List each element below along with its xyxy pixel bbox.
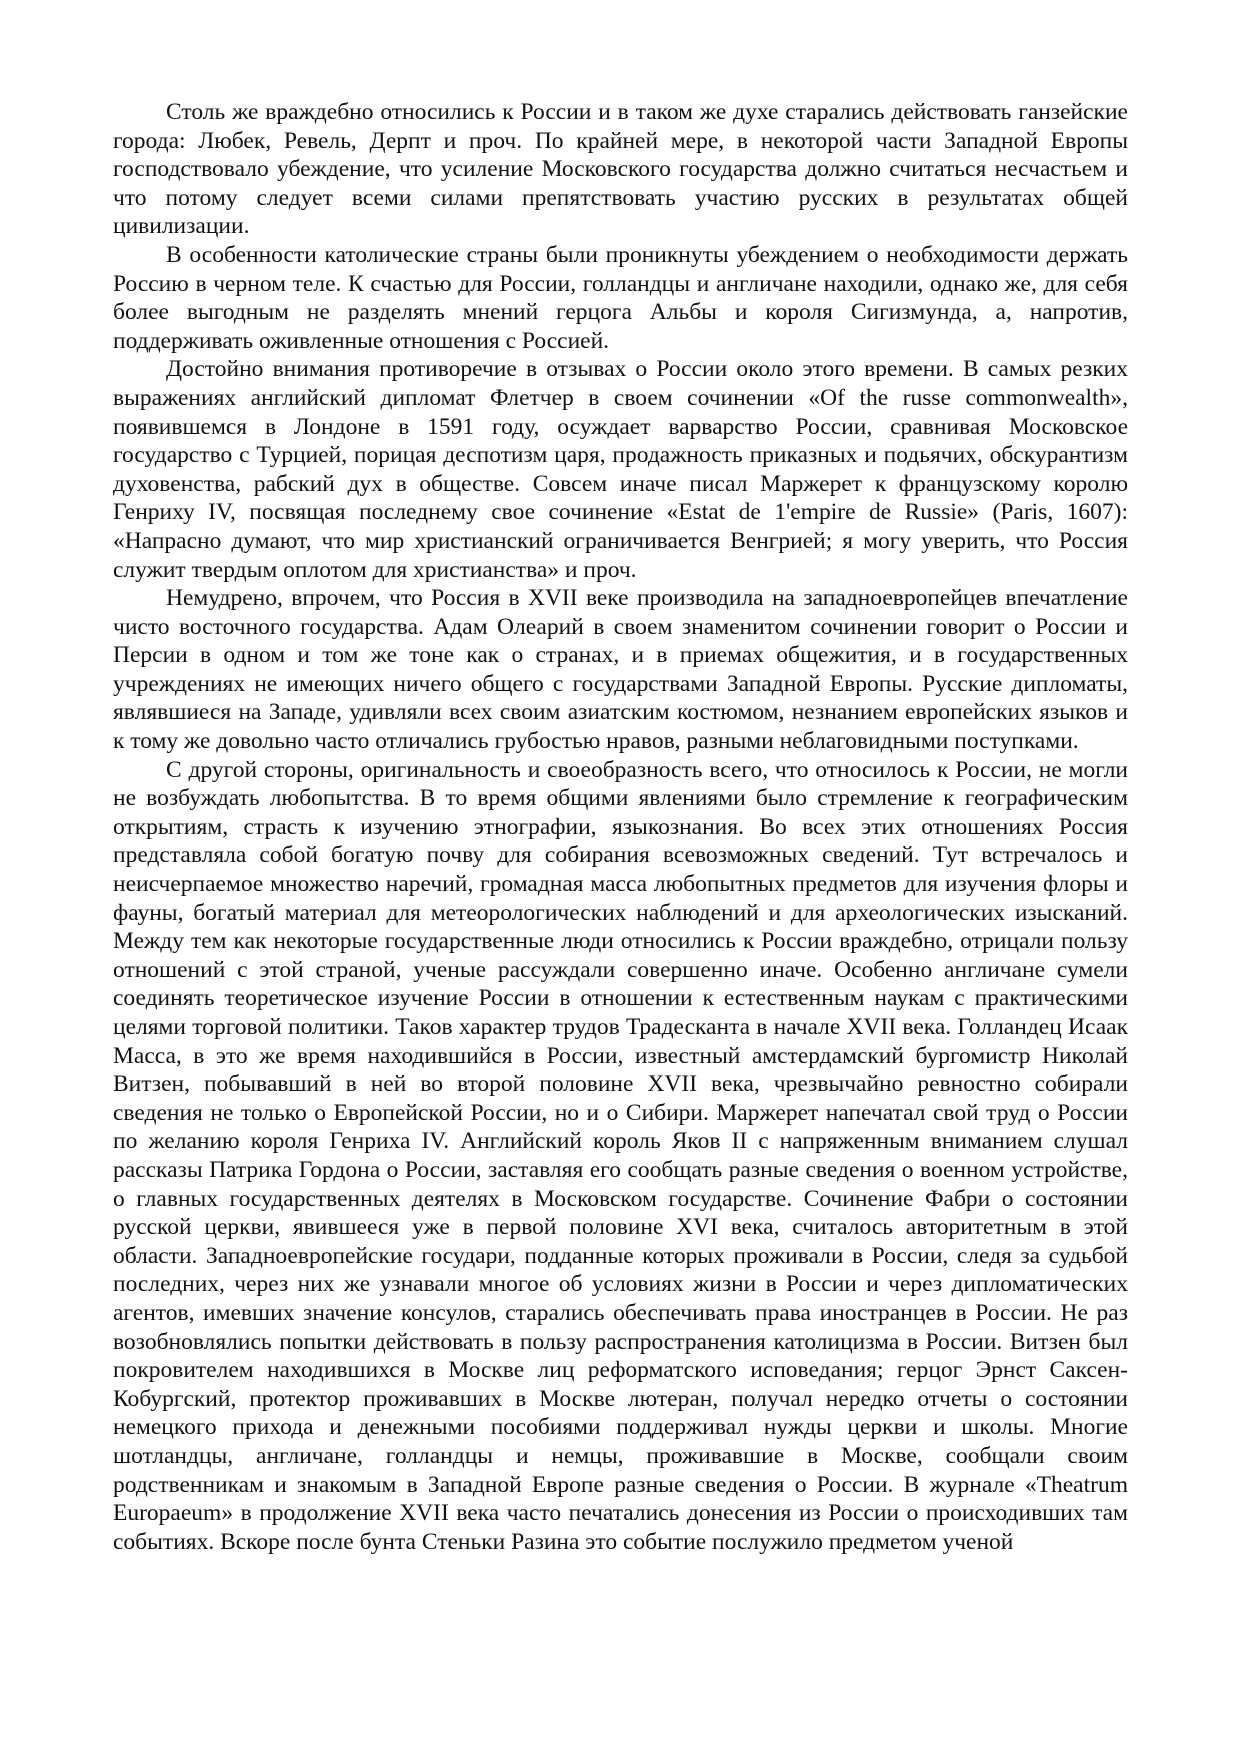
paragraph-catholic-countries: В особенности католические страны были проникнуты убеждением о необходимости держать Россию в черном теле. К счастью для России, голландцы и англичане находили, однако же, для себя более выгодным не разделять мнений герцога Альбы и короля Сигизмунда, а, напротив, поддерживать оживленные отношения с Россией. <box>113 241 1128 354</box>
paragraph-scientific-interest: С другой стороны, оригинальность и своеобразность всего, что относилось к России, не могли не возбуждать любопытства. В то время общими явлениями было стремление к географическим открытиям, страсть к изучению этнографии, языкознания. Во всех этих отношениях Россия представляла собой богатую почву для собирания всевозможных сведений. Тут встречалось и неисчерпаемое множество наречий, громадная масса любопытных предметов для изучения флоры и фауны, богатый материал для метеорологических наблюдений и для археологических изысканий. Между тем как некоторые государственные люди относились к России враждебно, отрицали пользу отношений с этой страной, ученые рассуждали совершенно иначе. Особенно англичане сумели соединять теоретическое изучение России в отношении к естественным наукам с практическими целями торговой политики. Таков характер трудов Традесканта в начале XVII века. Голландец Исаак Масса, в это же время находившийся в России, известный амстердамский бургомистр Николай Витзен, побывавший в ней во второй половине XVII века, чрезвычайно ревностно собирали сведения не только о Европейской России, но и о Сибири. Маржерет напечатал свой труд о России по желанию короля Генриха IV. Английский король Яков II с напряженным вниманием слушал рассказы Патрика Гордона о России, заставляя его сообщать разные сведения о военном устройстве, о главных государственных деятелях в Московском государстве. Сочинение Фабри о состоянии русской церкви, явившееся уже в первой половине XVI века, считалось авторитетным в этой области. Западноевропейские государи, подданные которых проживали в России, следя за судьбой последних, через них же узнавали многое об условиях жизни в России и через дипломатических агентов, имевших значение консулов, старались обеспечивать права иностранцев в России. Не раз возобновлялись попытки действовать в пользу распространения католицизма в России. Витзен был покровителем находившихся в Москве лиц реформатского исповедания; герцог Эрнст Саксен-Кобургский, протектор проживавших в Москве лютеран, получал нередко отчеты о состоянии немецкого прихода и денежными пособиями поддерживал нужды церкви и школы. Многие шотландцы, англичане, голландцы и немцы, проживавшие в Москве, сообщали своим родственникам и знакомым в Западной Европе разные сведения о России. В журнале «Theatrum Europaeum» в продолжение XVII века часто печатались донесения из России о происходивших там событиях. Вскоре после бунта Стеньки Разина это событие послужило предметом ученой <box>113 756 1128 1555</box>
paragraph-eastern-impression: Немудрено, впрочем, что Россия в XVII веке производила на западноевропейцев впечатление чисто восточного государства. Адам Олеарий в своем знаменитом сочинении говорит о России и Персии в одном и том же тоне как о странах, и в приемах общежития, и в государственных учреждениях не имеющих ничего общего с государствами Западной Европы. Русские дипломаты, являвшиеся на Западе, удивляли всех своим азиатским костюмом, незнанием европейских языков и к тому же довольно часто отличались грубостью нравов, разными неблаговидными поступками. <box>113 585 1128 755</box>
paragraph-contradictory-opinions: Достойно внимания противоречие в отзывах о России около этого времени. В самых резких выражениях английский дипломат Флетчер в своем сочинении «Of the russe commonwealth», появившемся в Лондоне в 1591 году, осуждает варварство России, сравнивая Московское государство с Турцией, порицая деспотизм царя, продажность приказных и подьячих, обскурантизм духовенства, рабский дух в обществе. Совсем иначе писал Маржерет к французскому королю Генриху IV, посвящая последнему свое сочинение «Estat de 1'empire de Russie» (Paris, 1607): «Напрасно думают, что мир христианский ограничивается Венгрией; я могу уверить, что Россия служит твердым оплотом для христианства» и проч. <box>113 356 1128 583</box>
paragraph-hanseatic-cities: Столь же враждебно относились к России и в таком же духе старались действовать ганзейские города: Любек, Ревель, Дерпт и проч. По крайней мере, в некоторой части Западной Европы господствовало убеждение, что усиление Московского государства должно считаться несчастьем и что потому следует всеми силами препятствовать участию русских в результатах общей цивилизации. <box>113 99 1128 240</box>
document-page <box>113 98 1128 1556</box>
